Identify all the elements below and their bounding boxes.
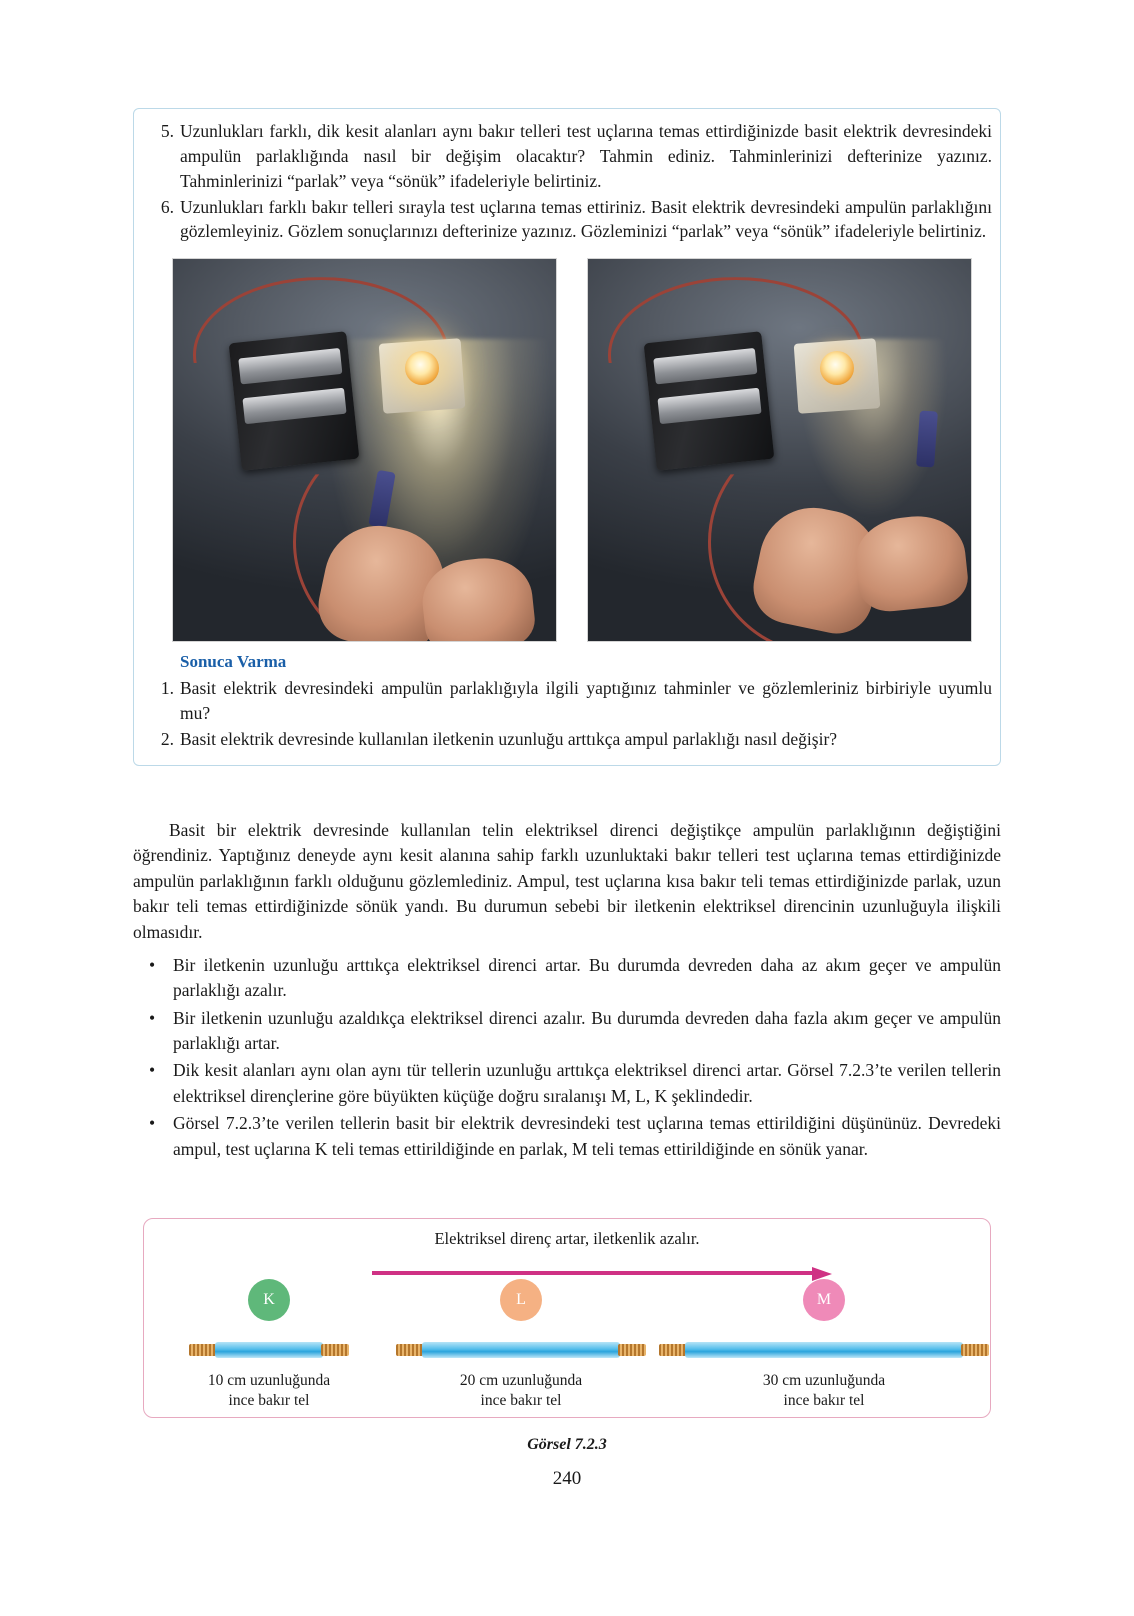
conclusion-item (142, 676, 992, 726)
activity-box (133, 108, 1001, 766)
wire-caption (656, 1371, 992, 1411)
body-bullet-text: Görsel 7.2.3’te verilen tellerin basit bir elektrik devresindeki test uçlarına temas ettirildiğini düşününüz. Devredeki ampul, test uçlarına K teli temas ettirildiğinde en parlak, M teli temas ettirildiğinde en sönük yanar. (173, 1113, 1001, 1159)
experiment-photos (172, 258, 992, 642)
wire-insulation (685, 1342, 963, 1358)
body-bullet-text: Dik kesit alanları aynı olan aynı tür tellerin uzunluğu arttıkça elektriksel direnci artar. Görsel 7.2.3’te verilen tellerin elektriksel dirençlerine göre büyükten küçüğe doğru sıralanışı M, L, K şeklindedir. (173, 1060, 1001, 1106)
battery-holder-icon (644, 331, 775, 471)
activity-steps-list (142, 119, 992, 244)
copper-end-icon (961, 1344, 989, 1356)
experiment-photo-dim (587, 258, 972, 642)
wire-graphic (396, 1337, 646, 1363)
body-bullet-text: Bir iletkenin uzunluğu azaldıkça elektriksel direnci azalır. Bu durumda devreden daha fazla akım geçer ve ampulün parlaklığı artar. (173, 1007, 1001, 1053)
battery-holder-icon (229, 331, 360, 471)
wire-caption-line2: ince bakır tel (783, 1392, 865, 1410)
body-paragraph: Basit bir elektrik devresinde kullanılan telin elektriksel direnci değiştikçe ampulün parlaklığının değiştiğini öğrendiniz. Yaptığınız deneyde aynı kesit alanına sahip farklı uzunluktaki bakır telleri test uçlarına temas ettirdiğinizde ampulün parlaklığının farklı olduğunu gözlemlediniz. Ampul, test uçlarına kısa bakır teli temas ettirdiğinizde parlak, uzun bakır teli temas ettirdiğinizde sönük yandı. Bu durumun sebebi bir iletkenin elektriksel direncinin uzunluğuyla ilişkili olmasıdır. (133, 820, 1001, 942)
wire-sample-m (656, 1279, 992, 1411)
wire-caption-line1: 30 cm uzunluğunda (762, 1372, 886, 1389)
light-bulb-icon (820, 351, 854, 385)
conclusion-item-number: 2. (160, 728, 174, 749)
conclusion-item-text: Basit elektrik devresinde kullanılan iletkenin uzunluğu arttıkça ampul parlaklığı nasıl değişir? (180, 728, 838, 749)
activity-step-text: Uzunlukları farklı bakır telleri sırayla test uçlarına temas ettiriniz. Basit elektrik devresindeki ampulün parlaklığını gözlemleyiniz. Gözlem sonuçlarınızı defterinize yazınız. Gözleminizi “parlak” veya “sönük” ifadeleriyle belirtiniz. (180, 196, 992, 242)
figure-7-2-3 (143, 1218, 991, 1418)
figure-name: Görsel 7.2.3 (527, 1436, 607, 1453)
light-bulb-icon (405, 351, 439, 385)
body-bullet-text: Bir iletkenin uzunluğu arttıkça elektriksel direnci artar. Bu durumda devreden daha az akım geçer ve ampulün parlaklığı azalır. (173, 954, 1001, 1001)
conclusion-item (142, 727, 992, 752)
conclusion-item-number: 1. (160, 678, 174, 699)
activity-step-number: 5. (160, 121, 174, 141)
wire-caption (376, 1371, 666, 1411)
wire-caption-line1: 10 cm uzunluğunda (207, 1372, 331, 1389)
wire-caption-line1: 20 cm uzunluğunda (459, 1372, 583, 1389)
body-text (133, 818, 1001, 1164)
activity-step-text: Uzunlukları farklı, dik kesit alanları aynı bakır telleri test uçlarına temas ettirdiğinizde basit elektrik devresindeki ampulün parlaklığında nasıl bir değişim olacaktır? Tahmin ediniz. Tahminlerinizi defterinize yazınız. Tahminlerinizi “parlak” veya “sönük” ifadeleriyle belirtiniz. (180, 121, 992, 191)
wire-label-badge: M (803, 1279, 845, 1321)
wire-graphic (659, 1337, 989, 1363)
wire-sample-k (158, 1279, 380, 1411)
wire-insulation (422, 1342, 620, 1358)
copper-end-icon (189, 1344, 217, 1356)
conclusion-list (142, 676, 992, 752)
activity-step (142, 119, 992, 194)
copper-end-icon (659, 1344, 687, 1356)
experiment-photo-bright (172, 258, 557, 642)
activity-step-number: 6. (160, 196, 174, 217)
copper-end-icon (321, 1344, 349, 1356)
body-bullet-item (133, 1058, 1001, 1109)
bullet-dot-icon: • (149, 954, 156, 975)
wire-graphic (189, 1337, 349, 1363)
bullet-dot-icon: • (149, 1060, 156, 1081)
activity-step (142, 195, 992, 245)
page-number: 240 (552, 1468, 582, 1489)
copper-end-icon (396, 1344, 424, 1356)
body-bullet-item (133, 953, 1001, 1004)
wire-label-badge: L (500, 1279, 542, 1321)
wire-caption-line2: ince bakır tel (480, 1392, 562, 1410)
wire-caption (158, 1371, 380, 1411)
conclusion-heading: Sonuca Varma (180, 652, 287, 672)
wire-label-badge: K (248, 1279, 290, 1321)
copper-end-icon (618, 1344, 646, 1356)
conclusion-item-text: Basit elektrik devresindeki ampulün parlaklığıyla ilgili yaptığınız tahminler ve gözlemleriniz birbiriyle uyumlu mu? (180, 678, 992, 724)
bullet-dot-icon: • (149, 1007, 156, 1028)
wire-caption-line2: ince bakır tel (228, 1392, 310, 1410)
resistance-arrow-icon (372, 1267, 832, 1279)
figure-arrow-label: Elektriksel direnç artar, iletkenlik azalır. (434, 1229, 700, 1248)
wire-insulation (215, 1342, 323, 1358)
wire-sample-l (376, 1279, 666, 1411)
arrow-shaft (372, 1271, 812, 1275)
body-bullet-item (133, 1111, 1001, 1162)
body-bullet-item (133, 1006, 1001, 1057)
bullet-dot-icon: • (149, 1113, 156, 1134)
body-bullet-list (133, 953, 1001, 1162)
